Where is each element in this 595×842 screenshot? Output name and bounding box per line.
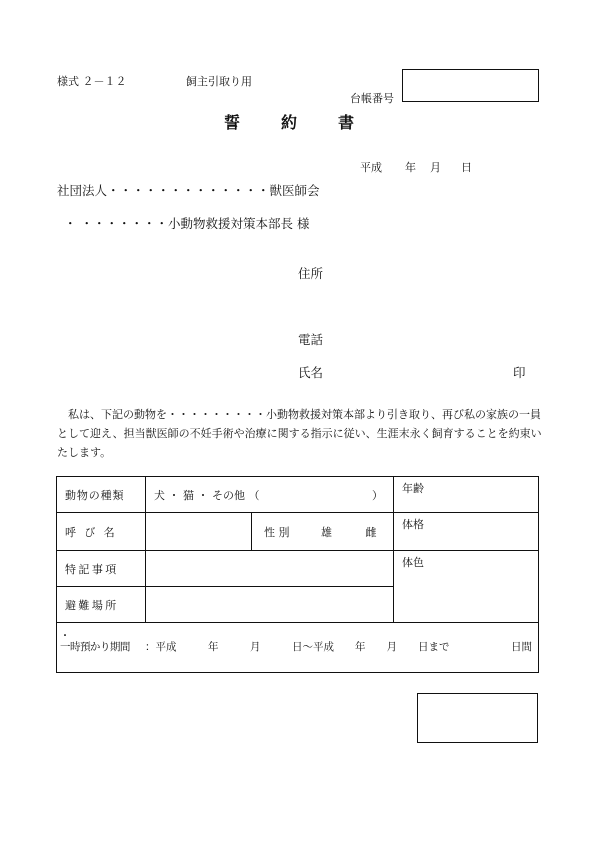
date-month: 月 xyxy=(430,161,441,174)
species-value: 犬 ・ 猫 ・ その他 （ xyxy=(154,488,260,502)
species-close-paren: ） xyxy=(372,488,384,502)
addressee-line-2: ・ ・・・・・・・小動物救援対策本部長 様 xyxy=(64,216,310,231)
sex-female[interactable]: 雌 xyxy=(365,525,377,539)
build-label: 体格 xyxy=(402,518,425,531)
color-label: 体色 xyxy=(402,556,425,569)
species-options[interactable] xyxy=(146,477,394,513)
pledge-text: 私は、下記の動物を・・・・・・・・・小動物救援対策本部より引き取り、再び私の家族の一員として迎え、担当獣医師の不妊手術や治療に関する指示に従い、生涯末永く飼育することを約束いたします。 xyxy=(57,408,542,459)
phone-label: 電話 xyxy=(298,332,324,347)
animal-info-table xyxy=(56,476,539,673)
period-cell[interactable] xyxy=(57,623,539,673)
notes-label: 特記事項 xyxy=(57,551,146,587)
ledger-number-box[interactable] xyxy=(402,69,539,102)
name-label: 氏名 xyxy=(298,365,324,380)
notes-field[interactable] xyxy=(146,551,394,587)
call-name-label: 呼 び 名 xyxy=(57,513,146,551)
sex-label: 性 別 xyxy=(264,525,290,539)
period-label: 一時預かり期間 xyxy=(60,641,130,653)
approval-stamp-box[interactable] xyxy=(417,693,538,743)
call-name-row xyxy=(57,513,539,551)
period-value: ：平成 年 月 日〜平成 年 月 日まで xyxy=(145,641,450,653)
period-dot: ・ xyxy=(60,631,70,642)
species-label: 動物の種類 xyxy=(57,477,146,513)
shelter-row xyxy=(57,587,539,623)
sex-male[interactable]: 雄 xyxy=(321,525,332,539)
date-day: 日 xyxy=(461,161,472,174)
shelter-label: 避難場所 xyxy=(57,587,146,623)
title-char-1: 誓 xyxy=(224,113,241,132)
date-year: 年 xyxy=(405,161,416,174)
age-cell[interactable] xyxy=(394,477,539,513)
age-label: 年齢 xyxy=(402,482,425,495)
copy-type-label: 飼主引取り用 xyxy=(186,75,252,88)
date-era: 平成 xyxy=(360,161,382,174)
address-label: 住所 xyxy=(298,266,324,281)
form-number: 様式 ２－１２ xyxy=(57,75,127,88)
sex-cell[interactable] xyxy=(252,513,394,551)
species-row xyxy=(57,477,539,513)
seal-mark: 印 xyxy=(513,365,526,380)
title-char-2: 約 xyxy=(281,113,298,132)
title-char-3: 書 xyxy=(338,113,355,132)
call-name-field[interactable] xyxy=(146,513,252,551)
addressee-line-1: 社団法人・・・・・・・・・・・・・獣医師会 xyxy=(57,183,320,198)
shelter-field[interactable] xyxy=(146,587,539,623)
period-days: 日間 xyxy=(511,641,532,653)
notes-row xyxy=(57,551,539,587)
period-row xyxy=(57,623,539,673)
ledger-number-label: 台帳番号 xyxy=(350,92,394,105)
build-cell[interactable] xyxy=(394,513,539,551)
